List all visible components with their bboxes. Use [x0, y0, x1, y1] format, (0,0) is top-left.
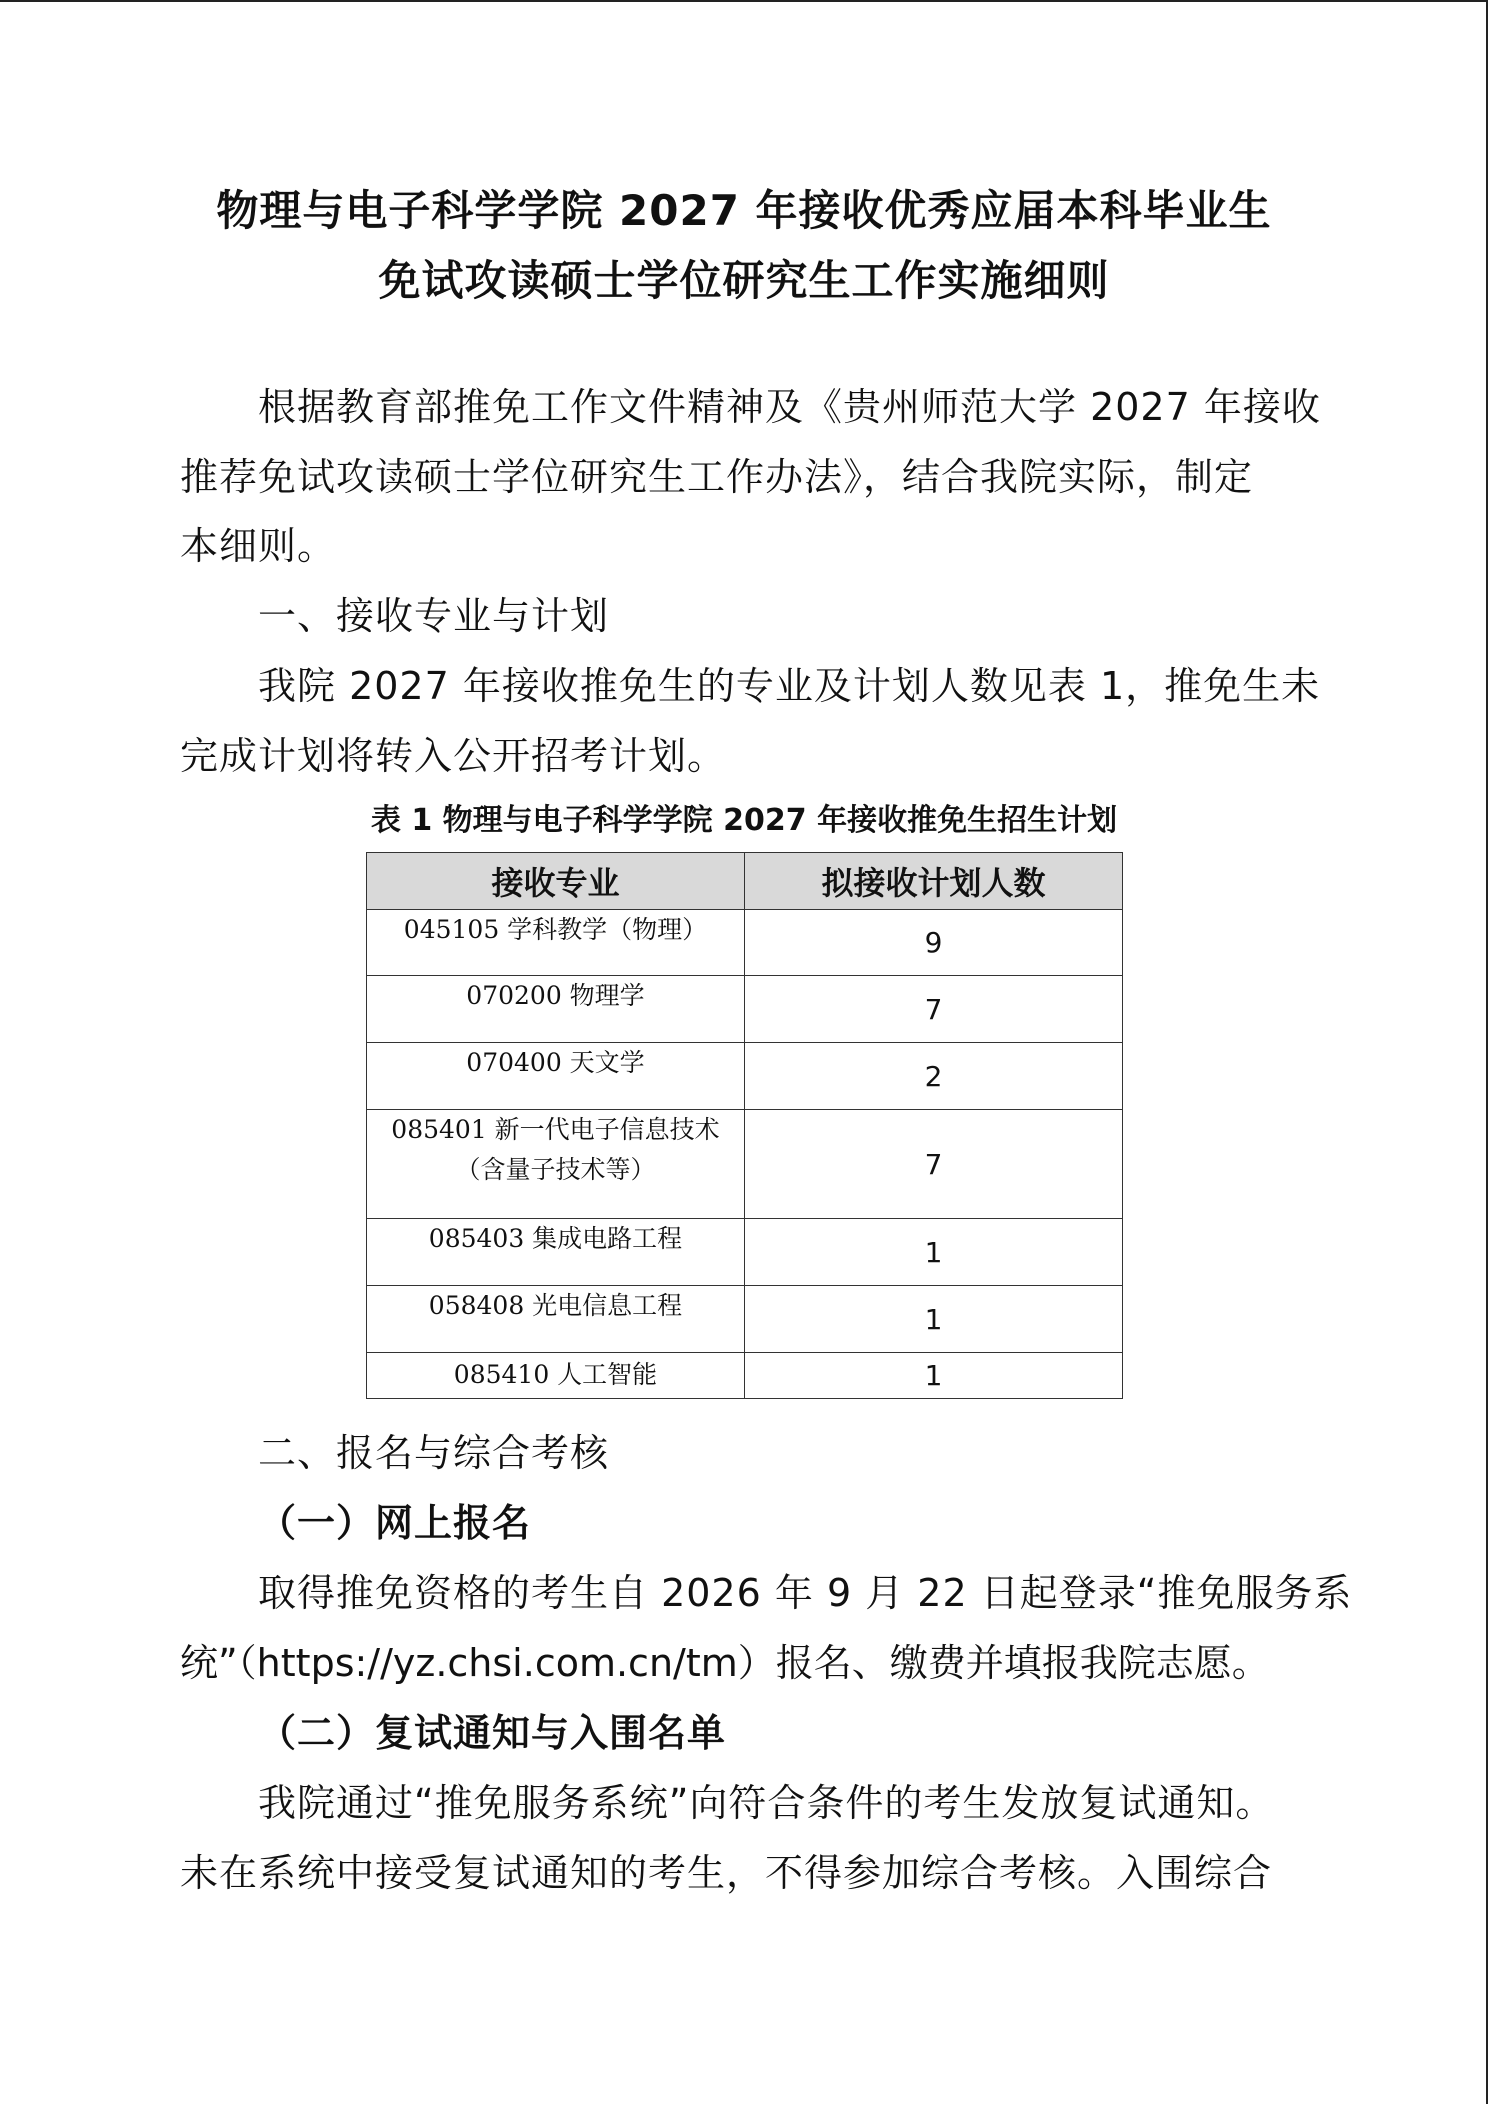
column-header-major: 接收专业 [367, 853, 745, 910]
table-header-row [367, 853, 1123, 910]
count-cell: 2 [745, 1043, 1123, 1110]
column-header-count: 拟接收计划人数 [745, 853, 1123, 910]
subsection-1-line-1: 取得推免资格的考生自 2026 年 9 月 22 日起登录“推免服务系 [258, 1571, 1353, 1615]
table-row [367, 1110, 1123, 1219]
major-cell [367, 1043, 745, 1110]
count-cell: 7 [745, 1110, 1123, 1219]
major-name: 058408 光电信息工程 [428, 1291, 683, 1320]
major-name: 070400 天文学 [466, 1048, 645, 1077]
major-name: 045105 学科教学（物理） [403, 915, 708, 944]
major-name: 085403 集成电路工程 [428, 1224, 683, 1253]
major-cell [367, 910, 745, 976]
subsection-1-heading: （一）网上报名 [258, 1501, 532, 1545]
count-cell: 1 [745, 1286, 1123, 1353]
table-row [367, 1219, 1123, 1286]
subsection-2-heading: （二）复试通知与入围名单 [258, 1711, 727, 1755]
major-cell [367, 1286, 745, 1353]
major-cell [367, 1110, 745, 1219]
subsection-2-line-1: 我院通过“推免服务系统”向符合条件的考生发放复试通知。 [258, 1781, 1275, 1825]
count-cell: 7 [745, 976, 1123, 1043]
section-2-heading: 二、报名与综合考核 [258, 1431, 610, 1475]
major-cell [367, 1219, 745, 1286]
major-cell [367, 976, 745, 1043]
major-name: 070200 物理学 [466, 981, 645, 1010]
enrollment-plan-table [366, 852, 1123, 1399]
subsection-2-line-2: 未在系统中接受复试通知的考生，不得参加综合考核。入围综合 [180, 1851, 1273, 1895]
document-title-line-2: 免试攻读硕士学位研究生工作实施细则 [378, 256, 1110, 305]
major-name: 085401 新一代电子信息技术 [391, 1115, 720, 1144]
table-caption: 表 1 物理与电子科学学院 2027 年接收推免生招生计划 [370, 803, 1118, 838]
table-row [367, 1286, 1123, 1353]
intro-line-2: 推荐免试攻读硕士学位研究生工作办法》，结合我院实际，制定 [180, 455, 1254, 499]
section-1-heading: 一、接收专业与计划 [258, 594, 610, 638]
section-1-para-line-1: 我院 2027 年接收推免生的专业及计划人数见表 1，推免生未 [258, 664, 1321, 708]
document-title-line-1: 物理与电子科学学院 2027 年接收优秀应届本科毕业生 [216, 186, 1272, 235]
table-row [367, 1353, 1123, 1399]
major-name-note: （含量子技术等） [455, 1155, 656, 1184]
intro-line-1: 根据教育部推免工作文件精神及《贵州师范大学 2027 年接收 [258, 385, 1321, 429]
count-cell: 9 [745, 910, 1123, 976]
major-cell [367, 1353, 745, 1399]
table-row [367, 910, 1123, 976]
section-1-para-line-2: 完成计划将转入公开招考计划。 [180, 734, 727, 778]
count-cell: 1 [745, 1353, 1123, 1399]
table-row [367, 976, 1123, 1043]
count-cell: 1 [745, 1219, 1123, 1286]
subsection-1-line-2: 统”（https://yz.chsi.com.cn/tm）报名、缴费并填报我院志愿。 [180, 1641, 1270, 1685]
major-name: 085410 人工智能 [453, 1360, 658, 1389]
table-row [367, 1043, 1123, 1110]
intro-line-3: 本细则。 [180, 524, 337, 568]
